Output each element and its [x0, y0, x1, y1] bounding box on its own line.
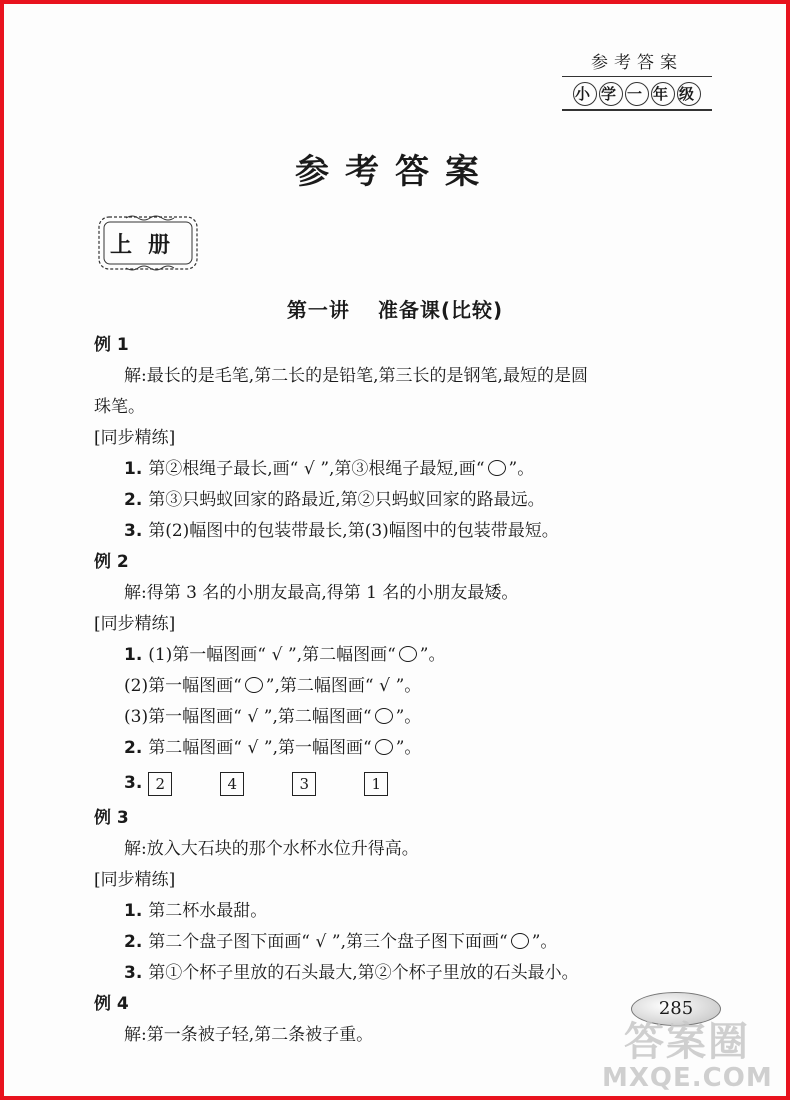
- item-text: (2)第一幅图画“: [124, 676, 242, 696]
- item-number: 3.: [124, 521, 149, 541]
- answer-item: [94, 927, 734, 958]
- check-mark-icon: √: [247, 707, 259, 727]
- page-number: 285: [631, 992, 721, 1026]
- circle-mark-icon: [488, 460, 506, 476]
- watermark-url: MXQE.COM: [602, 1063, 773, 1093]
- lesson-name: 准备课(比较): [377, 298, 504, 322]
- page-title: 参考答案: [295, 152, 495, 192]
- grade-char: 级: [677, 82, 701, 106]
- item-text: 第(2)幅图中的包装带最长,第(3)幅图中的包装带最短。: [148, 521, 559, 541]
- practice-section-label: [ 同步精练 ]: [94, 609, 734, 640]
- grade-char: 学: [599, 82, 623, 106]
- check-mark-icon: √: [247, 738, 259, 758]
- circle-mark-icon: [375, 739, 393, 755]
- solution-text: 解:放入大石块的那个水杯水位升得高。: [124, 839, 419, 859]
- circle-mark-icon: [245, 677, 263, 693]
- solution-text-continued: 珠笔。: [94, 397, 145, 417]
- answer-item: [94, 702, 734, 733]
- answer-content: [94, 330, 734, 1051]
- item-text: (1)第一幅图画“: [148, 645, 266, 665]
- item-text: 第②根绳子最长,画“: [148, 459, 299, 479]
- item-number: 2.: [124, 932, 149, 952]
- answer-box: 1: [364, 772, 388, 796]
- answer-item: [94, 640, 734, 671]
- item-text: ”。: [419, 645, 446, 665]
- example-heading: 例 1: [94, 335, 129, 355]
- item-text: ”,第③根绳子最短,画“: [320, 459, 485, 479]
- circle-mark-icon: [511, 933, 529, 949]
- item-text: ”,第二幅图画“: [288, 645, 396, 665]
- circle-mark-icon: [375, 708, 393, 724]
- answer-item: [94, 733, 734, 764]
- item-text: ”。: [508, 459, 535, 479]
- example-heading: 例 4: [94, 994, 129, 1014]
- answer-item: [94, 485, 734, 516]
- example-heading: 例 2: [94, 552, 129, 572]
- item-text: ”,第二幅图画“: [263, 707, 372, 727]
- example-heading: 例 3: [94, 808, 129, 828]
- item-number: 3.: [124, 773, 149, 793]
- item-text: 第二幅图画“: [148, 738, 242, 758]
- item-text: ”。: [395, 676, 422, 696]
- solution-text: 解:得第 3 名的小朋友最高,得第 1 名的小朋友最矮。: [124, 583, 519, 603]
- volume-label: 上册: [109, 232, 186, 258]
- watermark-text: 答案圈: [624, 1019, 750, 1065]
- item-text: ”。: [531, 932, 558, 952]
- answer-item: [94, 516, 734, 547]
- practice-section-label: [ 同步精练 ]: [94, 865, 734, 896]
- practice-section-label: [ 同步精练 ]: [94, 423, 734, 454]
- item-text: ”。: [395, 738, 422, 758]
- check-mark-icon: √: [271, 645, 283, 665]
- circle-mark-icon: [399, 646, 417, 662]
- grade-char: 一: [625, 82, 649, 106]
- item-text: ”。: [395, 707, 422, 727]
- item-number: 1.: [124, 901, 149, 921]
- item-number: 2.: [124, 490, 149, 510]
- item-number: 3.: [124, 963, 149, 983]
- item-text: ”,第三个盘子图下面画“: [331, 932, 508, 952]
- check-mark-icon: √: [379, 676, 390, 696]
- answer-box: 4: [220, 772, 244, 796]
- answer-item: [94, 671, 734, 702]
- lesson-number: 第一讲: [286, 298, 350, 322]
- lesson-heading: [4, 294, 786, 323]
- item-number: 1.: [124, 645, 149, 665]
- item-number: 1.: [124, 459, 149, 479]
- watermark-logo: [602, 1020, 772, 1092]
- check-mark-icon: √: [315, 932, 327, 952]
- grade-char: 小: [573, 82, 597, 106]
- answer-box: 3: [292, 772, 316, 796]
- item-text: 第二个盘子图下面画“: [148, 932, 310, 952]
- solution-text: 解:第一条被子轻,第二条被子重。: [124, 1025, 374, 1045]
- check-mark-icon: √: [303, 459, 315, 479]
- item-text: ”,第二幅图画“: [265, 676, 374, 696]
- volume-badge: [96, 214, 200, 272]
- answer-item: [94, 454, 734, 485]
- item-text: 第二杯水最甜。: [148, 901, 268, 921]
- answer-item: [94, 958, 734, 989]
- boxed-answer-row: [94, 768, 734, 799]
- running-header-grade: [562, 82, 712, 111]
- item-text: 第①个杯子里放的石头最大,第②个杯子里放的石头最小。: [148, 963, 579, 983]
- grade-char: 年: [651, 82, 675, 106]
- solution-text: 解:最长的是毛笔,第二长的是铅笔,第三长的是钢笔,最短的是圆: [124, 366, 588, 386]
- item-text: 第③只蚂蚁回家的路最近,第②只蚂蚁回家的路最远。: [148, 490, 545, 510]
- answer-item: [94, 896, 734, 927]
- running-header: [562, 48, 712, 111]
- answer-box: 2: [148, 772, 172, 796]
- item-text: ”,第一幅图画“: [263, 738, 372, 758]
- item-number: 2.: [124, 738, 149, 758]
- item-text: (3)第一幅图画“: [124, 707, 242, 727]
- running-header-title: 参考答案: [562, 48, 712, 77]
